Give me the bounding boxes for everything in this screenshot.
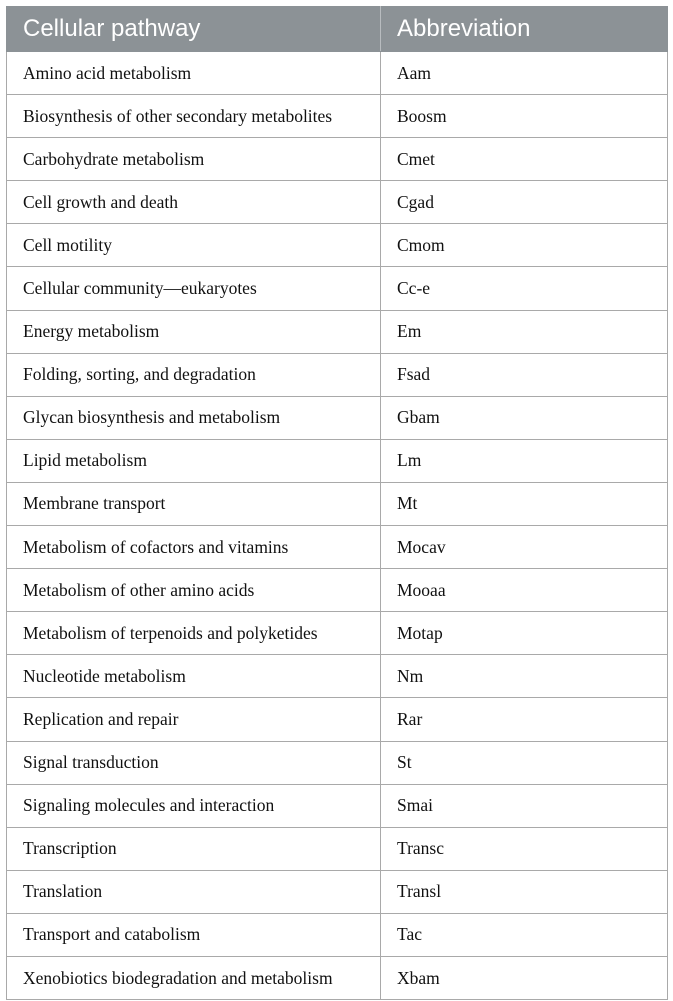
table-row (7, 138, 668, 181)
pathway-cell: Metabolism of cofactors and vitamins (7, 526, 381, 569)
table-row (7, 526, 668, 569)
table-row (7, 310, 668, 353)
abbreviation-cell: Cmom (381, 224, 668, 267)
table-row (7, 353, 668, 396)
pathway-cell: Lipid metabolism (7, 439, 381, 482)
abbreviation-cell: Smai (381, 784, 668, 827)
pathway-table-container (6, 6, 667, 1000)
table-row (7, 741, 668, 784)
table-header (7, 7, 668, 52)
pathway-cell: Cell motility (7, 224, 381, 267)
pathway-cell: Biosynthesis of other secondary metabolites (7, 95, 381, 138)
abbreviation-cell: Mocav (381, 526, 668, 569)
pathway-cell: Folding, sorting, and degradation (7, 353, 381, 396)
pathway-cell: Metabolism of other amino acids (7, 569, 381, 612)
abbreviation-cell: Aam (381, 52, 668, 95)
header-cellular-pathway: Cellular pathway (7, 7, 381, 52)
abbreviation-cell: Xbam (381, 956, 668, 999)
abbreviation-cell: Fsad (381, 353, 668, 396)
abbreviation-cell: Transl (381, 870, 668, 913)
pathway-cell: Amino acid metabolism (7, 52, 381, 95)
pathway-cell: Glycan biosynthesis and metabolism (7, 396, 381, 439)
table-row (7, 181, 668, 224)
table-row (7, 870, 668, 913)
pathway-cell: Transcription (7, 827, 381, 870)
pathway-cell: Xenobiotics biodegradation and metabolism (7, 956, 381, 999)
pathway-cell: Transport and catabolism (7, 913, 381, 956)
table-row (7, 612, 668, 655)
table-row (7, 956, 668, 999)
pathway-cell: Cell growth and death (7, 181, 381, 224)
pathway-cell: Translation (7, 870, 381, 913)
table-row (7, 784, 668, 827)
abbreviation-cell: Lm (381, 439, 668, 482)
abbreviation-cell: Em (381, 310, 668, 353)
table-row (7, 224, 668, 267)
abbreviation-cell: Mooaa (381, 569, 668, 612)
pathway-cell: Nucleotide metabolism (7, 655, 381, 698)
abbreviation-cell: Cgad (381, 181, 668, 224)
pathway-cell: Signal transduction (7, 741, 381, 784)
pathway-cell: Energy metabolism (7, 310, 381, 353)
pathway-cell: Metabolism of terpenoids and polyketides (7, 612, 381, 655)
abbreviation-cell: Rar (381, 698, 668, 741)
header-abbreviation: Abbreviation (381, 7, 668, 52)
header-row (7, 7, 668, 52)
abbreviation-cell: Cc-e (381, 267, 668, 310)
abbreviation-cell: Mt (381, 482, 668, 525)
abbreviation-cell: Gbam (381, 396, 668, 439)
abbreviation-cell: Tac (381, 913, 668, 956)
abbreviation-cell: St (381, 741, 668, 784)
table-row (7, 482, 668, 525)
table-row (7, 827, 668, 870)
abbreviation-cell: Transc (381, 827, 668, 870)
pathway-abbreviation-table (6, 6, 668, 1000)
abbreviation-cell: Nm (381, 655, 668, 698)
table-row (7, 439, 668, 482)
pathway-cell: Membrane transport (7, 482, 381, 525)
abbreviation-cell: Cmet (381, 138, 668, 181)
pathway-cell: Signaling molecules and interaction (7, 784, 381, 827)
table-row (7, 913, 668, 956)
abbreviation-cell: Motap (381, 612, 668, 655)
table-row (7, 569, 668, 612)
pathway-cell: Cellular community—eukaryotes (7, 267, 381, 310)
table-row (7, 267, 668, 310)
table-row (7, 52, 668, 95)
pathway-cell: Carbohydrate metabolism (7, 138, 381, 181)
abbreviation-cell: Boosm (381, 95, 668, 138)
table-row (7, 95, 668, 138)
table-row (7, 698, 668, 741)
pathway-cell: Replication and repair (7, 698, 381, 741)
table-body (7, 52, 668, 1000)
table-row (7, 396, 668, 439)
table-row (7, 655, 668, 698)
